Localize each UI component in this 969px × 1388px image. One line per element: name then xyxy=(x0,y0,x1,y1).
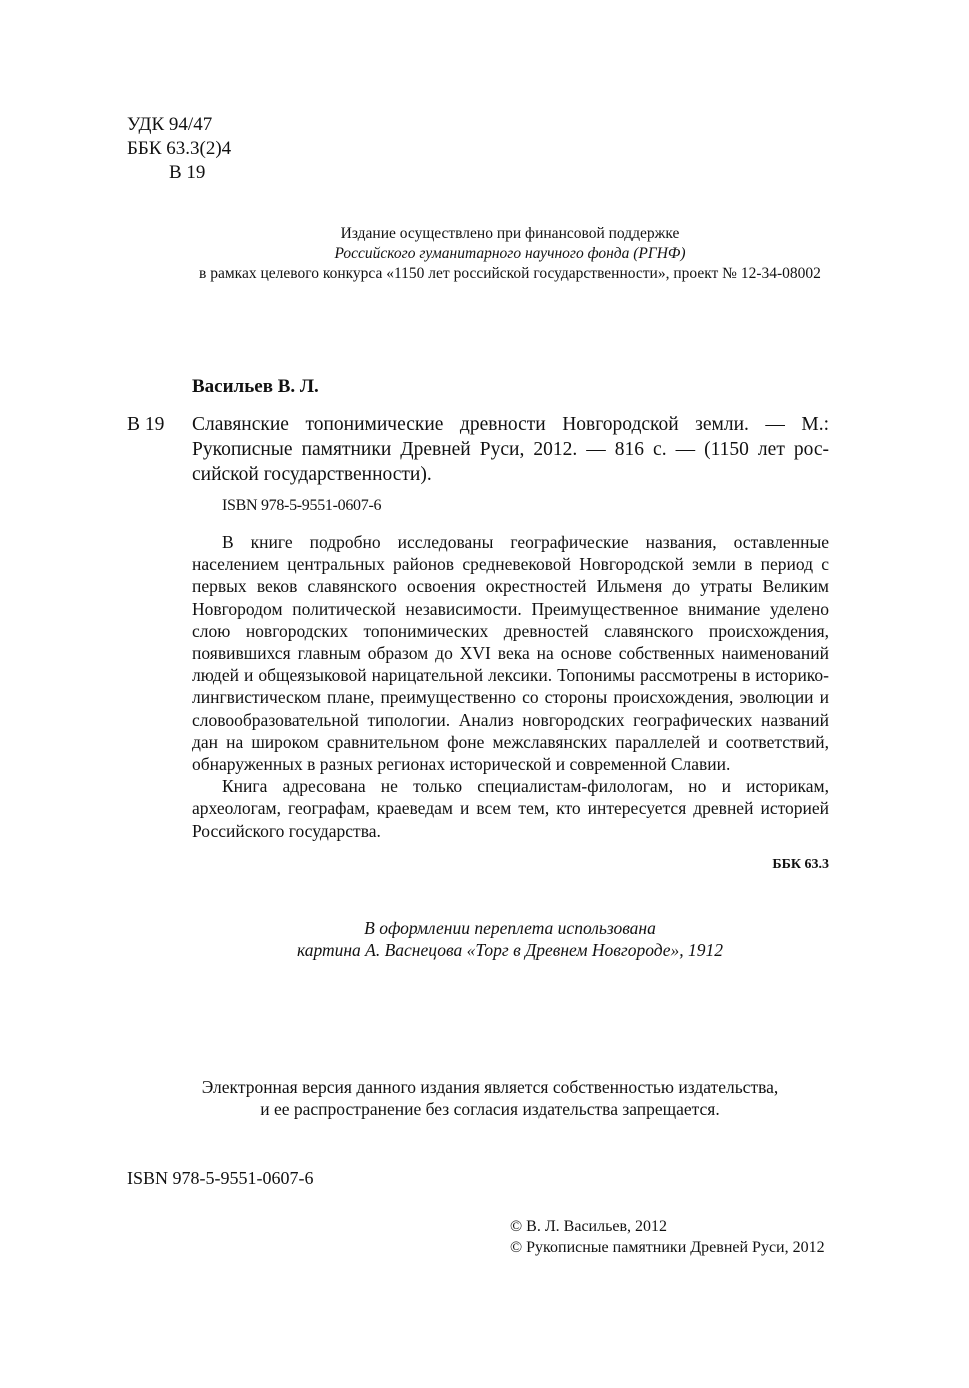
copyright-author: © В. Л. Васильев, 2012 xyxy=(510,1218,668,1235)
copyright-publisher: © Рукописные памятники Древней Руси, 2012 xyxy=(510,1239,825,1256)
author-mark: В 19 xyxy=(169,162,206,183)
abstract xyxy=(192,531,829,842)
catalog-mark: В 19 xyxy=(127,414,165,435)
abstract-paragraph-2: Книга адресована не только специалистам-филологам, но и историкам, археологам, географам, краеведам и всем тем, кто интересуется древней историей Российского государства. xyxy=(192,776,829,841)
catalog-entry-line-2: Рукописные памятники Древней Руси, 2012. — 816 с. — (1150 лет рос- xyxy=(192,439,829,460)
catalog-isbn: ISBN 978-5-9551-0607-6 xyxy=(222,497,382,514)
funding-line-3: в рамках целевого конкурса «1150 лет российской государственности», проект № 12-34-08002 xyxy=(199,265,821,282)
udk-code: УДК 94/47 xyxy=(127,114,213,135)
cover-note-line-2: картина А. Васнецова «Торг в Древнем Новгороде», 1912 xyxy=(296,940,724,960)
cover-note-line-1: В оформлении переплета использована xyxy=(364,918,656,938)
bbk-code: ББК 63.3(2)4 xyxy=(127,138,232,159)
catalog-entry-line-1: Славянские топонимические древности Новгородской земли. — М.: xyxy=(192,414,829,435)
abstract-paragraph-1: В книге подробно исследованы географические названия, оставленные населением центральных районов средневековой Новгородской земли в период с первых веков славянского освоения окрестностей Ильменя до утраты Великим Новгородом политической независимости. Преимущественное внимание уделено слою новгородских топонимических древностей славянского происхождения, появившихся главным образом до XVI века на основе собственных наименований людей и общеязыковой нарицательной лексики. Топонимы рассмотрены в историко-лингвистическом плане, преимущественно со стороны происхождения, эволюции и словообразовательной типологии. Анализ новгородских географических названий дан на широком сравнительном фоне межславянских параллелей и соответствий, обнаруженных в разных регионах исторической и современной Славии. xyxy=(192,532,829,775)
ebook-notice-line-2: и ее распространение без согласия издательства запрещается. xyxy=(260,1099,720,1119)
copyright-block xyxy=(510,1216,825,1258)
isbn-bottom: ISBN 978-5-9551-0607-6 xyxy=(127,1168,314,1188)
funding-notice xyxy=(100,224,920,284)
funding-line-1: Издание осуществлено при финансовой поддержке xyxy=(340,225,680,242)
ebook-notice xyxy=(100,1076,880,1120)
classification-codes xyxy=(127,113,231,185)
catalog-entry-line-3: сийской государственности). xyxy=(192,464,432,485)
catalog-author: Васильев В. Л. xyxy=(192,376,319,397)
abstract-bbk-code: ББК 63.3 xyxy=(772,857,829,872)
cover-note xyxy=(100,917,920,961)
catalog-entry xyxy=(192,412,829,487)
ebook-notice-line-1: Электронная версия данного издания является собственностью издательства, xyxy=(201,1077,779,1097)
funding-line-2: Российского гуманитарного научного фонда (РГНФ) xyxy=(334,245,686,262)
